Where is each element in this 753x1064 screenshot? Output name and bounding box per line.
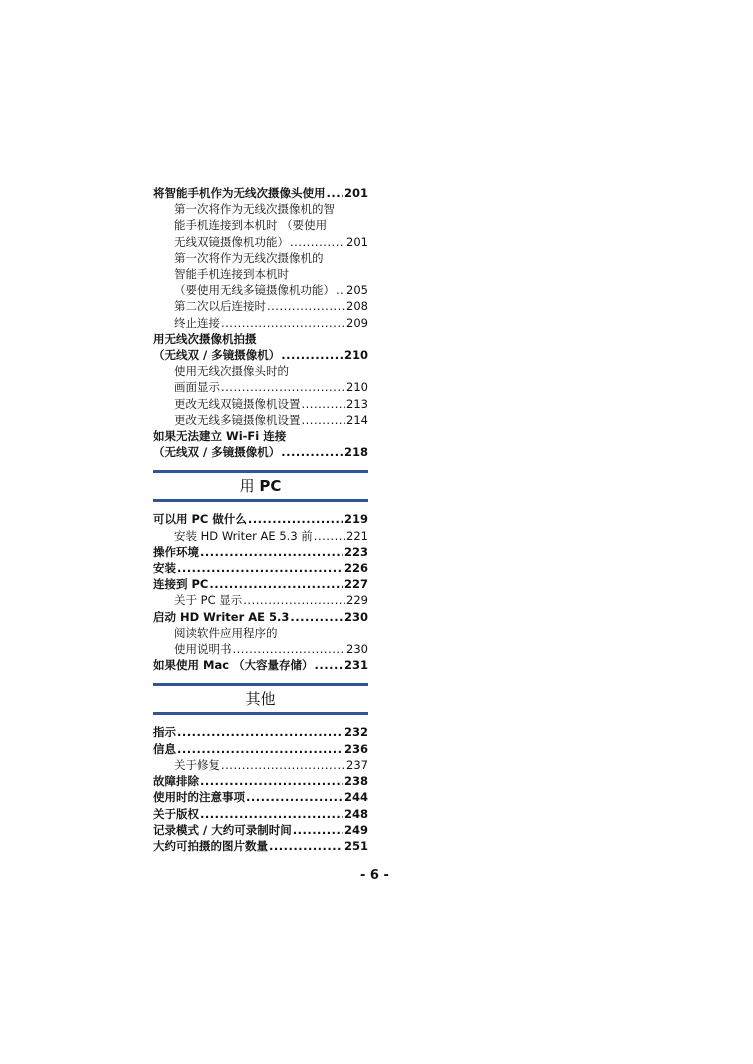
toc-entry[interactable] — [153, 773, 368, 789]
toc-entry[interactable] — [153, 544, 368, 560]
toc-entry[interactable] — [153, 641, 368, 657]
toc-text-line: 第一次将作为无线次摄像机的智 — [174, 202, 335, 217]
dot-leader — [233, 641, 346, 657]
toc-entry[interactable] — [153, 560, 368, 576]
toc-text-line: 用无线次摄像机拍摄 — [153, 331, 257, 346]
toc-entry-title: 将智能手机作为无线次摄像头使用 — [153, 186, 326, 200]
toc-entry[interactable] — [153, 315, 368, 331]
toc-entry-title: 关于 PC 显示 — [174, 593, 243, 608]
toc-entry[interactable] — [153, 396, 368, 412]
toc-entry-title: 安装 HD Writer AE 5.3 前 — [174, 528, 313, 543]
toc-text-line: 智能手机连接到本机时 — [174, 267, 289, 282]
toc-entry-page: 238 — [343, 774, 368, 789]
section-title-text: 用 — [239, 477, 260, 496]
toc-entry[interactable] — [153, 757, 368, 773]
toc-entry[interactable] — [153, 528, 368, 544]
toc-entry-title: 无线双镜摄像机功能） — [174, 234, 289, 249]
toc-entry-page: 219 — [343, 512, 368, 527]
toc-entry-title: 连接到 PC — [153, 577, 209, 592]
dot-leader — [177, 560, 343, 576]
dot-leader — [281, 444, 343, 460]
dot-leader — [209, 576, 343, 592]
dot-leader — [290, 609, 343, 625]
toc-entry-page: 221 — [346, 528, 368, 543]
toc-entry[interactable] — [153, 576, 368, 592]
dot-leader — [221, 379, 345, 395]
toc-entry[interactable] — [153, 838, 368, 854]
toc-entry-page: 236 — [343, 741, 368, 756]
dot-leader — [267, 298, 345, 314]
toc-entry-title: 可以用 PC 做什么 — [153, 512, 247, 527]
section-header — [153, 683, 368, 715]
dot-leader — [293, 822, 343, 838]
toc-entry-page: 213 — [346, 396, 368, 411]
toc-entry-title: 第二次以后连接时 — [174, 299, 266, 314]
toc-entry-title: 指示 — [153, 725, 176, 740]
toc-entry-title: 如果使用 Mac （大容量存储） — [153, 658, 314, 673]
toc-entry-title: （无线双 / 多镜摄像机） — [153, 445, 281, 460]
toc-entry-page: 214 — [346, 412, 368, 427]
dot-leader — [200, 806, 343, 822]
dot-leader — [221, 315, 345, 331]
toc-entry-page: 218 — [343, 445, 368, 460]
toc-entry-title: 操作环境 — [153, 544, 199, 559]
toc-entry-title: 大约可拍摄的图片数量 — [153, 838, 268, 853]
dot-leader — [281, 347, 343, 363]
toc-entry-page: 223 — [343, 544, 368, 559]
toc-entry-page: 201 — [343, 186, 368, 200]
toc-entry[interactable] — [153, 185, 368, 201]
toc-entry-title: 记录模式 / 大约可录制时间 — [153, 822, 292, 837]
toc-entry-page: 210 — [346, 380, 368, 395]
dot-leader — [177, 741, 343, 757]
dot-leader — [243, 592, 345, 608]
dot-leader — [302, 412, 346, 428]
toc-entry-title: （要使用无线多镜摄像机功能） — [174, 283, 335, 298]
dot-leader — [248, 511, 343, 527]
toc-entry[interactable] — [153, 741, 368, 757]
section-title-bold: PC — [259, 477, 282, 496]
toc-entry-title: 更改无线多镜摄像机设置 — [174, 412, 301, 427]
dot-leader — [200, 544, 343, 560]
section-title — [153, 473, 368, 499]
toc-entry[interactable] — [153, 282, 368, 298]
dot-leader — [327, 185, 343, 201]
toc-entry-page: 201 — [346, 234, 368, 249]
toc-entry-page: 231 — [343, 658, 368, 673]
toc-entry[interactable] — [153, 806, 368, 822]
toc-text-line: 阅读软件应用程序的 — [174, 625, 278, 640]
toc-entry-title: 终止连接 — [174, 315, 220, 330]
toc-entry-title: 画面显示 — [174, 380, 220, 395]
toc-entry-title: 使用时的注意事项 — [153, 790, 245, 805]
toc-entry-page: 237 — [346, 757, 368, 772]
toc-entry[interactable] — [153, 444, 368, 460]
toc-text-line: 能手机连接到本机时 （要使用 — [174, 218, 328, 233]
dot-leader — [269, 838, 343, 854]
toc-entry[interactable] — [153, 592, 368, 608]
table-of-contents — [153, 185, 368, 854]
toc-entry[interactable] — [153, 412, 368, 428]
toc-entry-title: （无线双 / 多镜摄像机） — [153, 348, 281, 363]
toc-entry-title: 故障排除 — [153, 774, 199, 789]
toc-entry-page: 208 — [346, 299, 368, 314]
page-number: - 6 - — [360, 868, 389, 883]
toc-text-line: 使用无线次摄像头时的 — [174, 364, 289, 379]
dot-leader — [314, 528, 345, 544]
toc-entry[interactable] — [153, 511, 368, 527]
toc-entry-page: 248 — [343, 806, 368, 821]
toc-entry[interactable] — [153, 298, 368, 314]
toc-entry[interactable] — [153, 789, 368, 805]
toc-entry[interactable] — [153, 347, 368, 363]
section-title — [153, 686, 368, 712]
toc-text-line: 如果无法建立 Wi-Fi 连接 — [153, 429, 287, 444]
section-header — [153, 470, 368, 502]
toc-entry-title: 安装 — [153, 561, 176, 576]
toc-entry-page: 227 — [343, 577, 368, 592]
toc-entry[interactable] — [153, 609, 368, 625]
toc-entry-title: 关于版权 — [153, 806, 199, 821]
toc-entry-title: 启动 HD Writer AE 5.3 — [153, 609, 290, 624]
toc-entry-title: 使用说明书 — [174, 642, 232, 657]
toc-entry-page: 229 — [346, 593, 368, 608]
toc-entry-page: 232 — [343, 725, 368, 740]
toc-entry-page: 244 — [343, 790, 368, 805]
dot-leader — [302, 396, 346, 412]
toc-entry-title: 信息 — [153, 741, 176, 756]
toc-entry-page: 230 — [346, 642, 368, 657]
section-divider — [153, 499, 368, 502]
toc-entry-page: 251 — [343, 838, 368, 853]
section-title-text: 其他 — [245, 690, 276, 709]
toc-entry[interactable] — [153, 234, 368, 250]
dot-leader — [315, 657, 343, 673]
toc-entry-page: 230 — [343, 609, 368, 624]
dot-leader — [336, 282, 345, 298]
dot-leader — [177, 724, 343, 740]
toc-entry-title: 关于修复 — [174, 757, 220, 772]
dot-leader — [221, 757, 345, 773]
toc-entry[interactable] — [153, 657, 368, 673]
dot-leader — [246, 789, 343, 805]
toc-entry-page: 210 — [343, 348, 368, 363]
toc-entry[interactable] — [153, 822, 368, 838]
toc-text-line: 第一次将作为无线次摄像机的 — [174, 250, 324, 265]
toc-entry-page: 226 — [343, 561, 368, 576]
dot-leader — [290, 234, 345, 250]
toc-entry-title: 更改无线双镜摄像机设置 — [174, 396, 301, 411]
section-divider — [153, 712, 368, 715]
toc-entry[interactable] — [153, 379, 368, 395]
toc-entry[interactable] — [153, 724, 368, 740]
toc-entry-page: 205 — [346, 283, 368, 298]
toc-entry-page: 249 — [343, 822, 368, 837]
toc-entry-page: 209 — [346, 315, 368, 330]
dot-leader — [200, 773, 343, 789]
